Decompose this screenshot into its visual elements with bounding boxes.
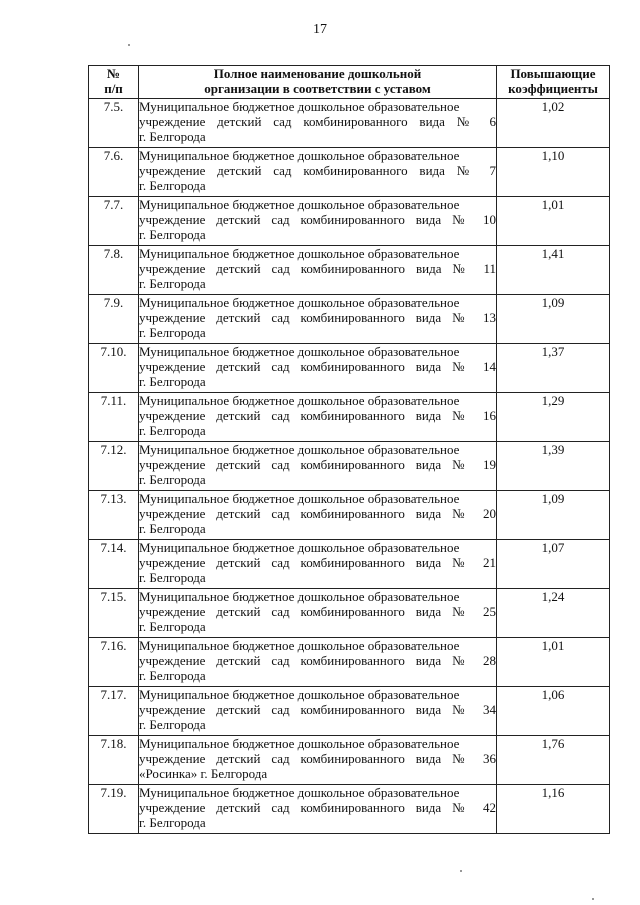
organization-name-line2: учреждение детский сад комбинированного вида № 25 xyxy=(139,604,496,619)
organization-name-line3: г. Белгорода xyxy=(139,570,206,585)
organization-name xyxy=(139,393,497,442)
table-row xyxy=(89,197,610,246)
table-row xyxy=(89,736,610,785)
organization-name-line3: г. Белгорода xyxy=(139,227,206,242)
organization-name xyxy=(139,99,497,148)
coefficient-value: 1,24 xyxy=(497,589,610,638)
header-name-line1: Полное наименование дошкольной xyxy=(213,66,422,81)
scan-speck xyxy=(592,898,594,900)
coefficient-value: 1,16 xyxy=(497,785,610,834)
organization-name-line1: Муниципальное бюджетное дошкольное образовательное xyxy=(139,197,460,212)
organization-name-line1: Муниципальное бюджетное дошкольное образовательное xyxy=(139,785,460,800)
table-row xyxy=(89,344,610,393)
organization-name-line1: Муниципальное бюджетное дошкольное образовательное xyxy=(139,491,460,506)
organization-name-line3: г. Белгорода xyxy=(139,521,206,536)
row-number: 7.15. xyxy=(89,589,139,638)
organization-name-line3: г. Белгорода xyxy=(139,325,206,340)
organization-name-line1: Муниципальное бюджетное дошкольное образовательное xyxy=(139,246,460,261)
row-number: 7.11. xyxy=(89,393,139,442)
row-number: 7.7. xyxy=(89,197,139,246)
organization-name-line3: г. Белгорода xyxy=(139,178,206,193)
row-number: 7.12. xyxy=(89,442,139,491)
row-number: 7.18. xyxy=(89,736,139,785)
scan-speck xyxy=(128,44,130,46)
header-number xyxy=(89,66,139,99)
table-header-row xyxy=(89,66,610,99)
organization-name-line3: г. Белгорода xyxy=(139,472,206,487)
row-number: 7.17. xyxy=(89,687,139,736)
table-row xyxy=(89,785,610,834)
organization-name xyxy=(139,491,497,540)
organization-name-line3: г. Белгорода xyxy=(139,374,206,389)
coefficient-value: 1,01 xyxy=(497,638,610,687)
coefficients-table xyxy=(88,65,610,834)
organization-name-line1: Муниципальное бюджетное дошкольное образовательное xyxy=(139,540,460,555)
organization-name-line2: учреждение детский сад комбинированного вида № 28 xyxy=(139,653,496,668)
table-row xyxy=(89,540,610,589)
table-row xyxy=(89,589,610,638)
organization-name-line3: г. Белгорода xyxy=(139,668,206,683)
organization-name-line1: Муниципальное бюджетное дошкольное образовательное xyxy=(139,736,460,751)
organization-name-line2: учреждение детский сад комбинированного вида № 6 xyxy=(139,114,496,129)
coefficient-value: 1,09 xyxy=(497,491,610,540)
coefficient-value: 1,37 xyxy=(497,344,610,393)
table-row xyxy=(89,491,610,540)
organization-name xyxy=(139,638,497,687)
organization-name-line2: учреждение детский сад комбинированного вида № 42 xyxy=(139,800,496,815)
organization-name-line3: г. Белгорода xyxy=(139,423,206,438)
coefficient-value: 1,39 xyxy=(497,442,610,491)
table-row xyxy=(89,393,610,442)
organization-name-line2: учреждение детский сад комбинированного вида № 34 xyxy=(139,702,496,717)
organization-name-line1: Муниципальное бюджетное дошкольное образовательное xyxy=(139,344,460,359)
page-number: 17 xyxy=(313,22,327,37)
header-coefficient-line1: Повышающие xyxy=(510,66,596,81)
organization-name-line1: Муниципальное бюджетное дошкольное образовательное xyxy=(139,638,460,653)
table-row xyxy=(89,442,610,491)
coefficient-value: 1,02 xyxy=(497,99,610,148)
organization-name xyxy=(139,295,497,344)
row-number: 7.6. xyxy=(89,148,139,197)
table-row xyxy=(89,295,610,344)
organization-name-line3: г. Белгорода xyxy=(139,276,206,291)
organization-name-line2: учреждение детский сад комбинированного вида № 36 xyxy=(139,751,496,766)
organization-name-line3: «Росинка» г. Белгорода xyxy=(139,766,268,781)
organization-name xyxy=(139,589,497,638)
scan-speck xyxy=(460,870,462,872)
organization-name-line3: г. Белгорода xyxy=(139,815,206,830)
organization-name xyxy=(139,687,497,736)
coefficient-value: 1,10 xyxy=(497,148,610,197)
row-number: 7.19. xyxy=(89,785,139,834)
organization-name-line1: Муниципальное бюджетное дошкольное образовательное xyxy=(139,589,460,604)
organization-name-line1: Муниципальное бюджетное дошкольное образовательное xyxy=(139,99,460,114)
organization-name-line2: учреждение детский сад комбинированного вида № 14 xyxy=(139,359,496,374)
organization-name-line1: Муниципальное бюджетное дошкольное образовательное xyxy=(139,442,460,457)
coefficient-value: 1,29 xyxy=(497,393,610,442)
organization-name xyxy=(139,736,497,785)
table-row xyxy=(89,687,610,736)
coefficient-value: 1,76 xyxy=(497,736,610,785)
organization-name xyxy=(139,344,497,393)
row-number: 7.10. xyxy=(89,344,139,393)
organization-name xyxy=(139,148,497,197)
organization-name-line2: учреждение детский сад комбинированного вида № 13 xyxy=(139,310,496,325)
row-number: 7.16. xyxy=(89,638,139,687)
organization-name-line1: Муниципальное бюджетное дошкольное образовательное xyxy=(139,295,460,310)
organization-name-line2: учреждение детский сад комбинированного вида № 7 xyxy=(139,163,496,178)
organization-name-line2: учреждение детский сад комбинированного вида № 21 xyxy=(139,555,496,570)
row-number: 7.5. xyxy=(89,99,139,148)
organization-name-line2: учреждение детский сад комбинированного вида № 10 xyxy=(139,212,496,227)
coefficient-value: 1,41 xyxy=(497,246,610,295)
row-number: 7.14. xyxy=(89,540,139,589)
table-row xyxy=(89,148,610,197)
table-row xyxy=(89,638,610,687)
organization-name xyxy=(139,785,497,834)
header-coefficient xyxy=(497,66,610,99)
coefficient-value: 1,07 xyxy=(497,540,610,589)
organization-name-line3: г. Белгорода xyxy=(139,129,206,144)
header-number-line1: № xyxy=(106,66,121,81)
header-number-line2: п/п xyxy=(104,81,123,96)
table-row xyxy=(89,246,610,295)
organization-name-line1: Муниципальное бюджетное дошкольное образовательное xyxy=(139,393,460,408)
organization-name xyxy=(139,540,497,589)
organization-name-line3: г. Белгорода xyxy=(139,619,206,634)
coefficient-value: 1,01 xyxy=(497,197,610,246)
coefficient-value: 1,06 xyxy=(497,687,610,736)
row-number: 7.13. xyxy=(89,491,139,540)
header-coefficient-line2: коэффициенты xyxy=(508,81,598,96)
organization-name-line1: Муниципальное бюджетное дошкольное образовательное xyxy=(139,148,460,163)
organization-name xyxy=(139,197,497,246)
organization-name xyxy=(139,442,497,491)
organization-name xyxy=(139,246,497,295)
organization-name-line2: учреждение детский сад комбинированного вида № 20 xyxy=(139,506,496,521)
coefficient-value: 1,09 xyxy=(497,295,610,344)
organization-name-line2: учреждение детский сад комбинированного вида № 11 xyxy=(139,261,496,276)
organization-name-line2: учреждение детский сад комбинированного вида № 19 xyxy=(139,457,496,472)
row-number: 7.9. xyxy=(89,295,139,344)
table-row xyxy=(89,99,610,148)
header-name xyxy=(139,66,497,99)
organization-name-line2: учреждение детский сад комбинированного вида № 16 xyxy=(139,408,496,423)
row-number: 7.8. xyxy=(89,246,139,295)
organization-name-line3: г. Белгорода xyxy=(139,717,206,732)
organization-name-line1: Муниципальное бюджетное дошкольное образовательное xyxy=(139,687,460,702)
header-name-line2: организации в соответствии с уставом xyxy=(204,81,431,96)
